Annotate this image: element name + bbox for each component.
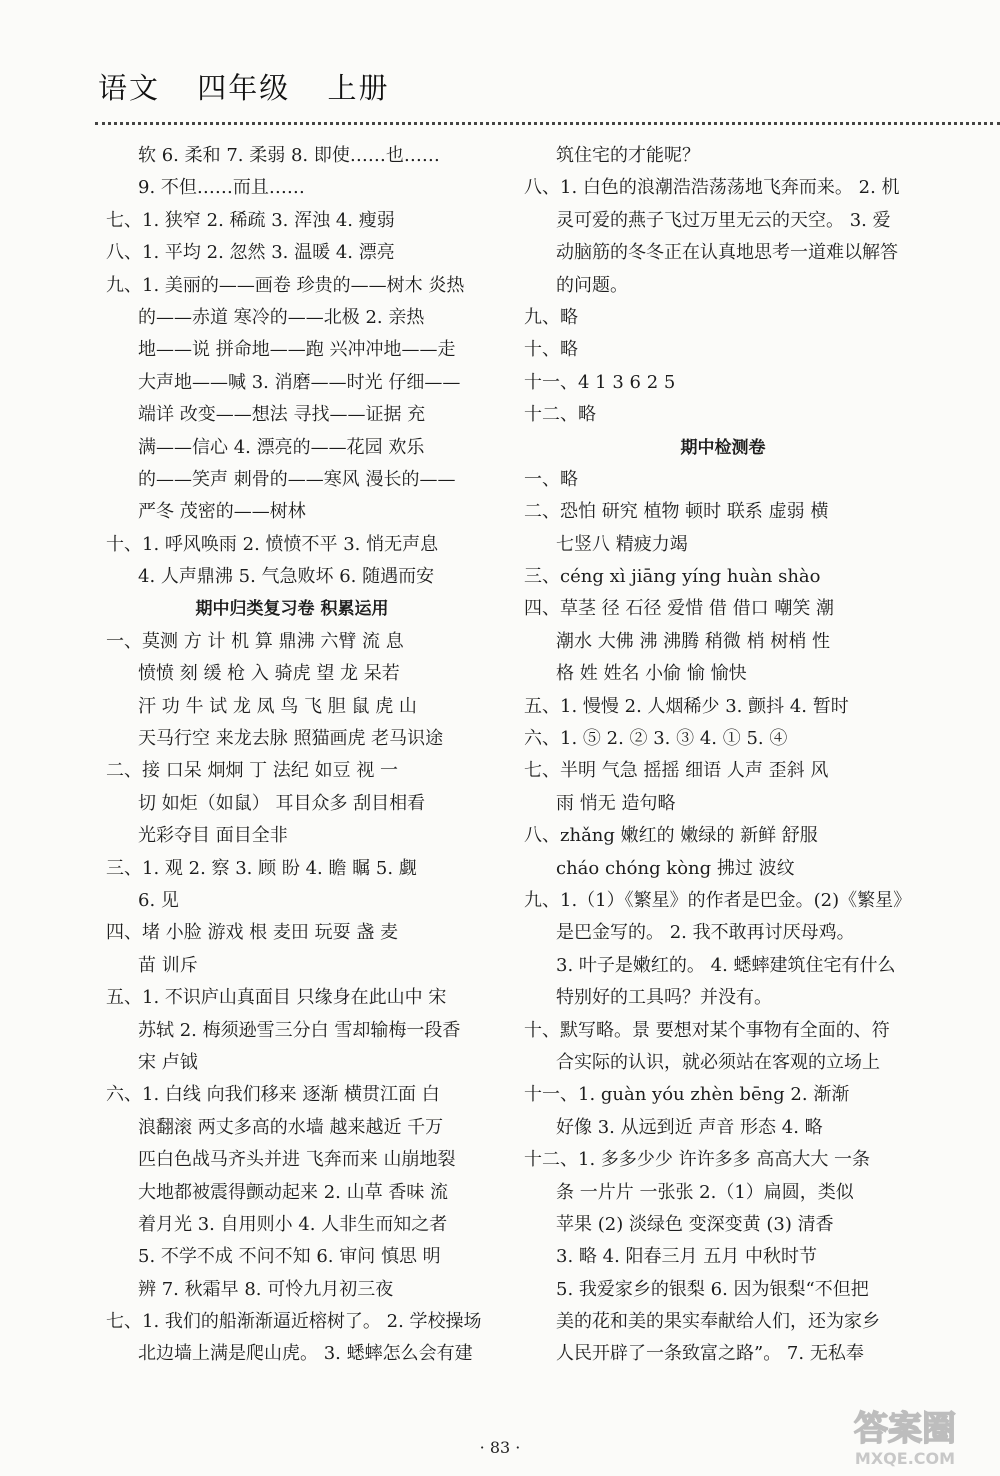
right-answer-line: 十、默写略。景 要想对某个事物有全面的、符 xyxy=(524,1019,890,1041)
volume-label: 上册 xyxy=(327,71,390,105)
right-answer-line: 3. 略 4. 阳春三月 五月 中秋时节 xyxy=(556,1246,817,1268)
left-answer-line: 4. 人声鼎沸 5. 气急败坏 6. 随遇而安 xyxy=(138,566,435,588)
right-answer-line: 十一、4 1 3 6 2 5 xyxy=(524,371,676,393)
right-answer-line: 八、1. 白色的浪潮浩浩荡荡地飞奔而来。 2. 机 xyxy=(524,177,900,199)
section-heading: 期中检测卷 xyxy=(680,437,766,458)
left-answer-line: 端详 改变——想法 寻找——证据 充 xyxy=(138,404,426,426)
left-answer-line: 九、1. 美丽的——画卷 珍贵的——树木 炎热 xyxy=(106,274,465,296)
left-answer-line: 软 6. 柔和 7. 柔弱 8. 即使……也…… xyxy=(138,145,440,166)
right-answer-line: 十二、1. 多多少少 许许多多 高高大大 一条 xyxy=(524,1149,871,1171)
left-answer-line: 5. 不学不成 不问不知 6. 审问 慎思 明 xyxy=(138,1246,441,1268)
right-answer-line: 潮水 大佛 沸 沸腾 稍微 梢 树梢 性 xyxy=(556,630,831,652)
left-answer-line: 大声地——喊 3. 消磨——时光 仔细—— xyxy=(138,371,461,393)
watermark-sub-text: MXQE.COM xyxy=(854,1449,956,1468)
right-answer-line: 五、1. 慢慢 2. 人烟稀少 3. 颤抖 4. 暂时 xyxy=(524,695,849,717)
right-answer-line: 好像 3. 从远到近 声音 形态 4. 略 xyxy=(556,1116,823,1138)
right-answer-line: 特别好的工具吗？并没有。 xyxy=(556,987,772,1009)
watermark-main-text: 答案圈 xyxy=(854,1409,956,1449)
left-answer-line: 七、1. 我们的船渐渐逼近榕树了。 2. 学校操场 xyxy=(106,1311,482,1333)
left-answer-line: 6. 见 xyxy=(138,889,179,911)
left-answer-line: 的——笑声 刺骨的——寒风 漫长的—— xyxy=(138,468,456,490)
right-answer-line: 动脑筋的冬冬正在认真地思考一道难以解答 xyxy=(556,242,898,264)
section-heading: 期中归类复习卷 积累运用 xyxy=(195,599,389,620)
left-answer-line: 满——信心 4. 漂亮的——花园 欢乐 xyxy=(138,436,425,458)
left-answer-line: 四、堵 小脸 游戏 根 麦田 玩耍 盏 麦 xyxy=(106,922,399,944)
right-answer-line: 六、1. ⑤ 2. ② 3. ③ 4. ① 5. ④ xyxy=(524,728,788,750)
left-answer-line: 严冬 茂密的——树林 xyxy=(138,501,306,523)
right-answer-line: cháo chóng kòng 拂过 波纹 xyxy=(556,857,795,879)
left-answer-line: 的——赤道 寒冷的——北极 2. 亲热 xyxy=(138,306,425,328)
left-answer-line: 三、1. 观 2. 察 3. 顾 盼 4. 瞻 瞩 5. 觑 xyxy=(106,857,417,879)
right-answer-line: 合实际的认识，就必须站在客观的立场上 xyxy=(556,1051,880,1073)
page-number: · 83 · xyxy=(479,1438,521,1457)
left-answer-line: 切 如炬（如鼠） 耳目众多 刮目相看 xyxy=(138,792,426,814)
left-answer-line: 十、1. 呼风唤雨 2. 愤愤不平 3. 悄无声息 xyxy=(106,533,439,555)
right-answer-line: 格 姓 姓名 小偷 愉 愉快 xyxy=(556,663,747,685)
left-answer-line: 北边墙上满是爬山虎。 3. 蟋蟀怎么会有建 xyxy=(138,1343,473,1365)
left-answer-line: 苗 训斥 xyxy=(138,954,198,976)
right-answer-line: 是巴金写的。 2. 我不敢再讨厌母鸡。 xyxy=(556,922,855,944)
right-answer-line: 人民开辟了一条致富之路”。 7. 无私奉 xyxy=(556,1343,864,1365)
right-answer-line: 二、恐怕 研究 植物 顿时 联系 虚弱 横 xyxy=(524,501,829,523)
right-column xyxy=(524,140,922,1371)
right-answer-line: 九、略 xyxy=(524,306,578,328)
left-answer-line: 八、1. 平均 2. 忽然 3. 温暖 4. 漂亮 xyxy=(106,242,395,264)
right-answer-line: 十一、1. guàn yóu zhèn bēng 2. 渐渐 xyxy=(524,1084,850,1106)
header-divider xyxy=(95,122,1000,125)
right-answer-line: 灵可爱的燕子飞过万里无云的天空。 3. 爱 xyxy=(556,209,891,231)
right-answer-line: 苹果 (2) 淡绿色 变深变黄 (3) 清香 xyxy=(556,1213,834,1235)
right-answer-line: 3. 叶子是嫩红的。 4. 蟋蟀建筑住宅有什么 xyxy=(556,954,896,976)
right-answer-line: 筑住宅的才能呢？ xyxy=(556,145,700,166)
right-answer-line: 5. 我爱家乡的银梨 6. 因为银梨“不但把 xyxy=(556,1278,869,1300)
right-answer-line: 雨 悄无 造句略 xyxy=(556,792,676,814)
right-answer-line: 一、略 xyxy=(524,468,578,490)
left-answer-line: 愤愤 刻 缓 枪 入 骑虎 望 龙 呆若 xyxy=(138,663,400,685)
left-answer-line: 匹白色战马齐头并进 飞奔而来 山崩地裂 xyxy=(138,1149,456,1171)
right-answer-line: 八、zhǎng 嫩红的 嫩绿的 新鲜 舒服 xyxy=(524,825,818,847)
left-answer-line: 七、1. 狭窄 2. 稀疏 3. 浑浊 4. 瘦弱 xyxy=(106,209,395,231)
right-answer-line: 三、céng xì jiāng yíng huàn shào xyxy=(524,566,821,588)
right-answer-line: 十、略 xyxy=(524,339,578,361)
right-answer-line: 美的花和美的果实奉献给人们，还为家乡 xyxy=(556,1311,880,1333)
left-answer-line: 辨 7. 秋霜早 8. 可怜九月初三夜 xyxy=(138,1278,394,1300)
left-answer-line: 二、接 口呆 炯炯 丁 法纪 如豆 视 一 xyxy=(106,760,399,782)
left-answer-line: 苏轼 2. 梅须逊雪三分白 雪却输梅一段香 xyxy=(138,1019,461,1041)
grade-label: 四年级 xyxy=(197,71,291,105)
left-answer-line: 光彩夺目 面目全非 xyxy=(138,825,288,847)
left-answer-line: 着月光 3. 自用则小 4. 人非生而知之者 xyxy=(138,1213,448,1235)
right-answer-line: 七竖八 精疲力竭 xyxy=(556,533,688,555)
left-answer-line: 天马行空 来龙去脉 照猫画虎 老马识途 xyxy=(138,728,444,750)
left-answer-line: 9. 不但……而且…… xyxy=(138,177,305,199)
right-answer-line: 九、1.（1）《繁星》的作者是巴金。(2)《繁星》 xyxy=(524,889,912,911)
left-answer-line: 五、1. 不识庐山真面目 只缘身在此山中 宋 xyxy=(106,987,447,1009)
left-column xyxy=(106,140,482,1371)
left-answer-line: 一、莫测 方 计 机 算 鼎沸 六臂 流 息 xyxy=(106,630,404,652)
left-answer-line: 地——说 拼命地——跑 兴冲冲地——走 xyxy=(138,339,456,361)
right-answer-line: 十二、略 xyxy=(524,404,596,426)
right-answer-line: 七、半明 气急 摇摇 细语 人声 歪斜 风 xyxy=(524,760,829,782)
left-answer-line: 汗 功 牛 试 龙 凤 鸟 飞 胆 鼠 虎 山 xyxy=(138,695,417,717)
subject-label: 语文 xyxy=(98,71,161,105)
watermark-logo xyxy=(830,1400,980,1470)
left-answer-line: 宋 卢钺 xyxy=(138,1051,198,1073)
right-answer-line: 的问题。 xyxy=(556,274,628,296)
page-header xyxy=(98,66,415,107)
left-answer-line: 大地都被震得颤动起来 2. 山草 香味 流 xyxy=(138,1181,449,1203)
left-answer-line: 六、1. 白线 向我们移来 逐渐 横贯江面 白 xyxy=(106,1084,440,1106)
left-answer-line: 浪翻滚 两丈多高的水墙 越来越近 千万 xyxy=(138,1116,444,1138)
right-answer-line: 四、草茎 径 石径 爱惜 借 借口 嘲笑 潮 xyxy=(524,598,835,620)
right-answer-line: 条 一片片 一张张 2.（1）扁圆，类似 xyxy=(556,1181,854,1203)
